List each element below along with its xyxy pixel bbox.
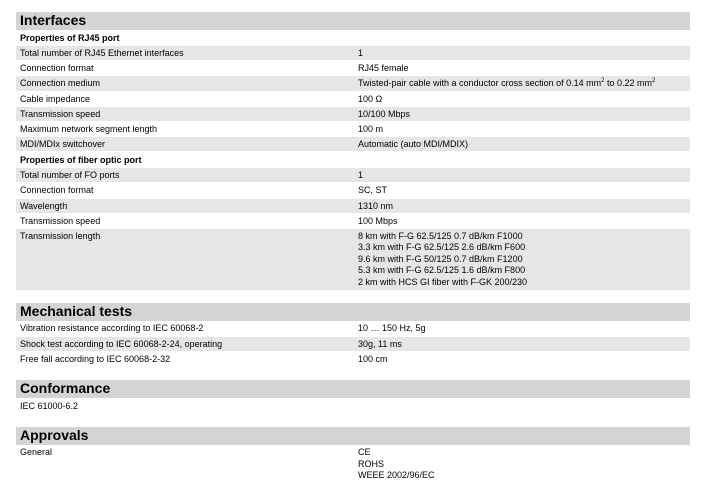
row-key: Total number of RJ45 Ethernet interfaces [20,48,184,58]
fo-subsection-title: Properties of fiber optic port [20,155,142,165]
table-row [16,137,690,151]
row-key: Connection format [20,63,94,73]
row-key: Wavelength [20,201,68,211]
approval-line: WEEE 2002/96/EC [358,470,435,480]
table-row [16,107,690,121]
length-line: 8 km with F-G 62.5/125 0.7 dB/km F1000 [358,231,523,241]
row-value: Automatic (auto MDI/MDIX) [358,139,469,149]
table-row [16,168,690,182]
row-key: Total number of FO ports [20,170,120,180]
table-row [16,229,690,290]
length-line: 5.3 km with F-G 62.5/125 1.6 dB/km F800 [358,265,526,276]
row-value: 30g, 11 ms [358,339,402,349]
row-value: 100 m [358,124,384,134]
table-row [16,352,690,366]
ce-mark: CE [358,447,371,457]
medium-sup-a: 2 [601,78,605,84]
section-title-approvals: Approvals [16,427,690,445]
length-line: 9.6 km with F-G 50/125 0.7 dB/km F1200 [358,253,523,264]
row-value: RJ45 female [358,63,409,73]
medium-sup-b: 2 [651,78,656,84]
rj45-subsection-title: Properties of RJ45 port [20,33,120,43]
row-key: Free fall according to IEC 60068-2-32 [20,354,171,364]
section-title-conformance: Conformance [16,380,690,398]
table-row [16,92,690,106]
subsection-title [16,31,690,45]
row-value: 100 cm [358,354,388,364]
table-row [16,122,690,136]
row-value [358,231,690,290]
table-row [16,446,690,482]
medium-text-a: Twisted-pair cable with a conductor cross section of 0.14 mm [358,78,602,88]
table-row [16,76,690,91]
row-value: 100 Mbps [358,216,398,226]
row-value: 100 Ω [358,94,383,104]
row-value: 1310 nm [358,201,394,211]
row-key: Connection format [20,185,94,195]
medium-text-b: to 0.22 mm [604,78,652,88]
table-row [16,199,690,213]
row-value [358,76,690,91]
subsection-title [16,153,690,167]
section-title-interfaces: Interfaces [16,12,690,30]
table-row [16,399,690,413]
row-key: MDI/MDIx switchover [20,139,106,149]
length-line: 2 km with HCS GI fiber with F-GK 200/230 [358,276,528,287]
row-key: Connection medium [20,78,101,88]
table-row [16,214,690,228]
row-key: Transmission length [20,231,101,241]
row-key: Vibration resistance according to IEC 60068-2 [20,323,204,333]
row-value: 1 [358,48,364,58]
table-row [16,337,690,351]
section-title-mechanical: Mechanical tests [16,303,690,321]
row-key: Transmission speed [20,109,101,119]
conformance-value: IEC 61000-6.2 [20,401,79,411]
table-row [16,61,690,75]
length-line: 3.3 km with F-G 62.5/125 2.6 dB/km F600 [358,242,526,253]
row-value: 1 [358,170,364,180]
row-value: 10/100 Mbps [358,109,411,119]
row-value: 10 … 150 Hz, 5g [358,323,426,333]
table-row [16,183,690,197]
table-row [16,321,690,335]
row-key: Transmission speed [20,216,101,226]
row-key: Cable impedance [20,94,91,104]
row-key: Shock test according to IEC 60068-2-24, operating [20,339,223,349]
row-key: Maximum network segment length [20,124,158,134]
row-value [358,447,690,482]
approval-line: ROHS [358,458,385,469]
row-key: General [20,447,53,457]
table-row [16,46,690,60]
row-value: SC, ST [358,185,388,195]
